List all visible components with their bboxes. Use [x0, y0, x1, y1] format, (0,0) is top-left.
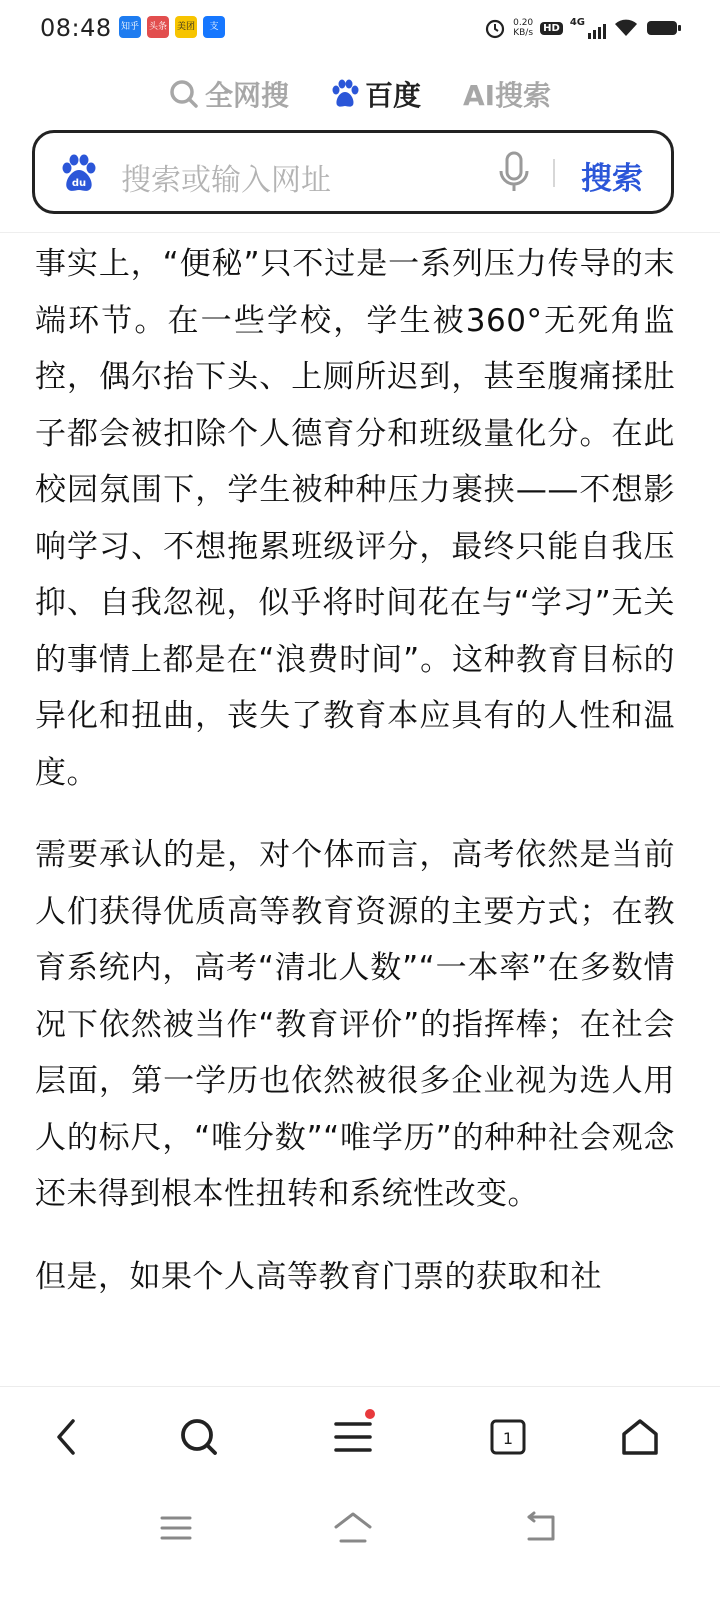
news-app-icon: 头条: [147, 16, 169, 38]
article-paragraph: 但是，如果个人高等教育门票的获取和社: [35, 1258, 602, 1295]
article-paragraph: 需要承认的是，对个体而言，高考依然是当前人们获得优质高等教育资源的主要方式；在教育系统内，高考“清北人数”“一本率”在多数情况下依然被当作“教育评价”的指挥棒；在社会层面，第一学历也依然被很多企业视为选人用人的标尺，“唯分数”“唯学历”的种种社会观念还未得到根本性扭转和系统性改变。: [35, 837, 675, 1212]
article-paragraph: 事实上，“便秘”只不过是一系列压力传导的末端环节。在一些学校，学生被360°无死角监控，偶尔抬下头、上厕所迟到，甚至腹痛揉肚子都会被扣除个人德育分和班级量化分。在此校园氛围下，学生被种种压力裹挟——不想影响学习、不想拖累班级评分，最终只能自我压抑、自我忽视，似乎将时间花在与“学习”无关的事情上都是在“浪费时间”。这种教育目标的异化和扭曲，丧失了教育本应具有的人性和温度。: [35, 246, 675, 791]
svg-text:1: 1: [502, 1429, 514, 1448]
back-icon: [51, 1417, 81, 1457]
home-button[interactable]: [614, 1411, 666, 1463]
tab-ai-search[interactable]: AI搜索: [462, 79, 552, 112]
menu-button[interactable]: [327, 1411, 379, 1463]
system-nav-bar: [0, 1486, 720, 1600]
article-body: [35, 236, 675, 1386]
search-divider: [553, 159, 555, 187]
tabs-icon: [490, 1419, 526, 1455]
notification-dot: [365, 1409, 375, 1419]
search-toolbar-button[interactable]: [173, 1411, 225, 1463]
search-button[interactable]: 搜索: [581, 161, 643, 197]
back-nav-icon: [523, 1511, 557, 1545]
back-button[interactable]: [40, 1411, 92, 1463]
search-box[interactable]: [32, 130, 674, 214]
net-speed: 0.20 KB/s: [513, 18, 534, 38]
notification-icons: [119, 16, 225, 38]
search-input[interactable]: 搜索或输入网址: [121, 163, 331, 198]
battery-icon: [646, 18, 682, 38]
recents-nav-button[interactable]: [152, 1508, 200, 1548]
microphone-icon[interactable]: [497, 151, 531, 199]
baidu-logo-icon: [59, 153, 99, 197]
search-icon: [179, 1417, 219, 1457]
header-divider: [0, 232, 720, 233]
home-nav-icon: [333, 1511, 373, 1545]
tab-baidu[interactable]: 百度: [331, 74, 421, 114]
alipay-app-icon: 支: [203, 16, 225, 38]
tabs-button[interactable]: [482, 1411, 534, 1463]
menu-icon: [333, 1420, 373, 1454]
home-icon: [620, 1417, 660, 1457]
clock-time: 08:48: [40, 14, 112, 42]
home-nav-button[interactable]: [329, 1508, 377, 1548]
tab-all-web[interactable]: 全网搜: [169, 74, 289, 114]
recents-icon: [159, 1514, 193, 1542]
signal-icon: 4G: [570, 17, 606, 39]
meituan-app-icon: 美团: [175, 16, 197, 38]
hd-badge: HD: [540, 22, 563, 35]
zhihu-app-icon: 知乎: [119, 16, 141, 38]
status-bar: [0, 0, 720, 56]
search-icon: [169, 79, 199, 109]
alarm-icon: [484, 17, 506, 39]
baidu-paw-icon: [331, 79, 359, 109]
svg-text:du: du: [71, 178, 87, 189]
browser-toolbar: [0, 1386, 720, 1486]
search-engine-tabs: [0, 74, 720, 114]
back-nav-button[interactable]: [516, 1508, 564, 1548]
wifi-icon: [613, 18, 639, 38]
status-indicators: [484, 14, 682, 42]
